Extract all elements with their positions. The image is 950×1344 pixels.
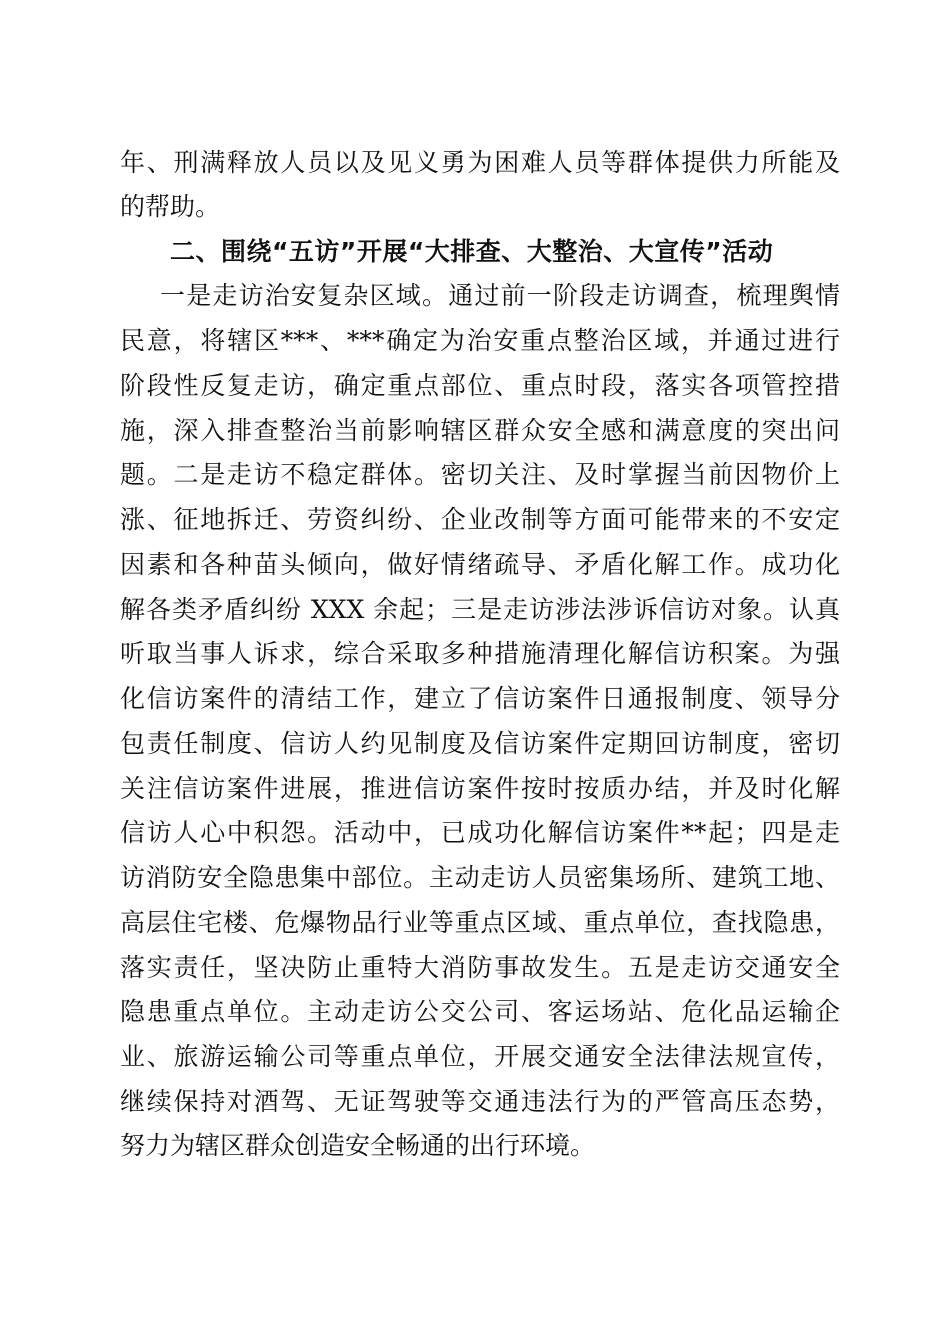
paragraph-line: 业、旅游运输公司等重点单位，开展交通安全法律法规宣传， bbox=[120, 1042, 840, 1071]
paragraph-line: 听取当事人诉求，综合采取多种措施清理化解信访积案。为强 bbox=[120, 639, 840, 668]
paragraph-line: 因素和各种苗头倾向，做好情绪疏导、矛盾化解工作。成功化 bbox=[120, 550, 840, 579]
paragraph-line: 继续保持对酒驾、无证驾驶等交通违法行为的严管高压态势， bbox=[120, 1087, 840, 1116]
paragraph-line: 年、刑满释放人员以及见义勇为困难人员等群体提供力所能及 bbox=[120, 148, 840, 177]
paragraph-line: 解各类矛盾纠纷 XXX 余起；三是走访涉法涉诉信访对象。认真 bbox=[120, 595, 840, 624]
paragraph-line: 隐患重点单位。主动走访公交公司、客运场站、危化品运输企 bbox=[120, 997, 840, 1026]
paragraph-line: 阶段性反复走访，确定重点部位、重点时段，落实各项管控措 bbox=[120, 371, 840, 400]
paragraph-line: 一是走访治安复杂区域。通过前一阶段走访调查，梳理舆情 bbox=[160, 281, 840, 310]
paragraph-line: 题。二是走访不稳定群体。密切关注、及时掌握当前因物价上 bbox=[120, 460, 840, 489]
paragraph-line: 化信访案件的清结工作，建立了信访案件日通报制度、领导分 bbox=[120, 684, 840, 713]
paragraph-line: 施，深入排查整治当前影响辖区群众安全感和满意度的突出问 bbox=[120, 416, 840, 445]
paragraph-line: 包责任制度、信访人约见制度及信访案件定期回访制度，密切 bbox=[120, 729, 840, 758]
paragraph-line: 关注信访案件进展，推进信访案件按时按质办结，并及时化解 bbox=[120, 774, 840, 803]
paragraph-line: 信访人心中积怨。活动中，已成功化解信访案件**起；四是走 bbox=[120, 818, 840, 847]
paragraph-line: 涨、征地拆迁、劳资纠纷、企业改制等方面可能带来的不安定 bbox=[120, 505, 840, 534]
paragraph-line: 民意，将辖区***、***确定为治安重点整治区域，并通过进行 bbox=[120, 326, 840, 355]
section-heading: 二、围绕“五访”开展“大排查、大整治、大宣传”活动 bbox=[170, 237, 774, 266]
paragraph-line: 落实责任，坚决防止重特大消防事故发生。五是走访交通安全 bbox=[120, 953, 840, 982]
paragraph-line: 高层住宅楼、危爆物品行业等重点区域、重点单位，查找隐患， bbox=[120, 908, 840, 937]
paragraph-line: 努力为辖区群众创造安全畅通的出行环境。 bbox=[120, 1131, 596, 1160]
paragraph-line: 的帮助。 bbox=[120, 192, 221, 221]
paragraph-line: 访消防安全隐患集中部位。主动走访人员密集场所、建筑工地、 bbox=[120, 863, 840, 892]
